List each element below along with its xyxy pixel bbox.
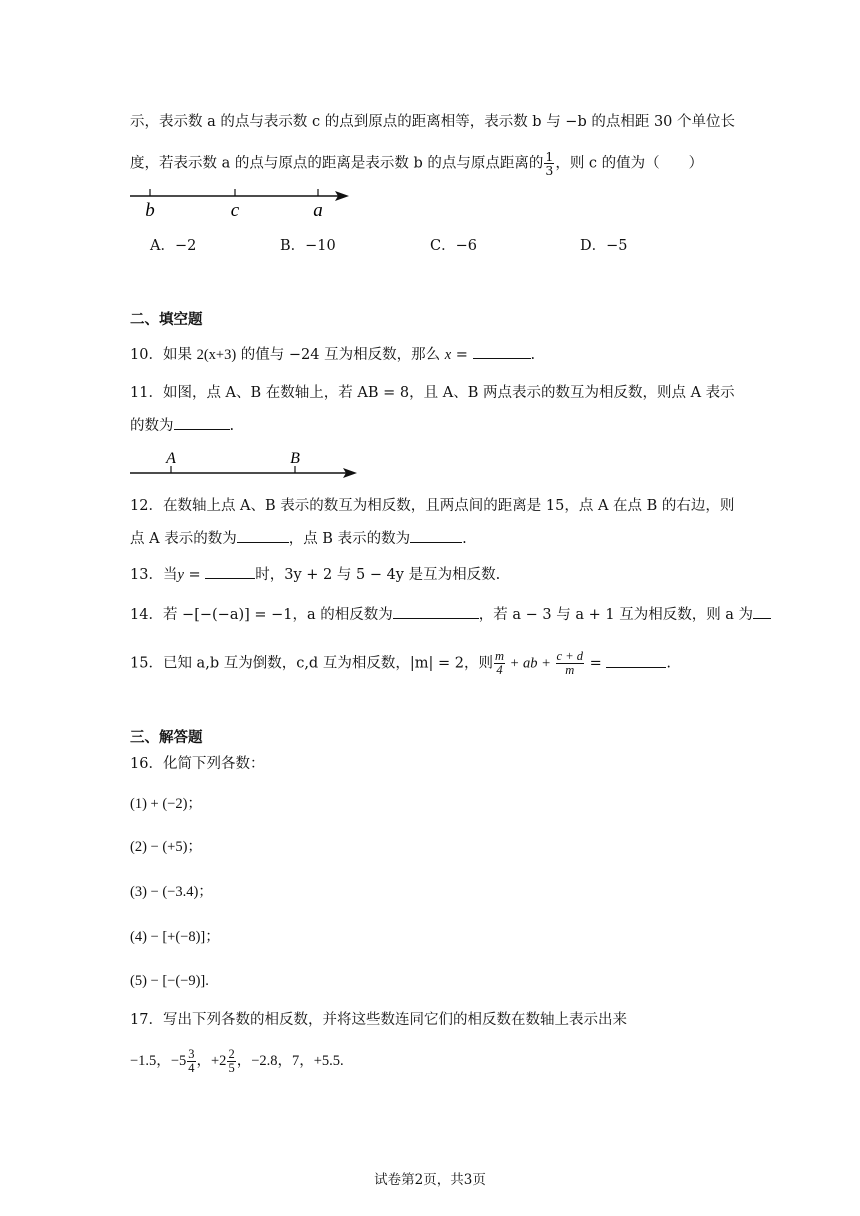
q12-line2-b: ，点 B 表示的数为: [288, 531, 411, 547]
q11-line2: [130, 415, 234, 436]
q16-item-1: (1) + (−2)；: [130, 796, 202, 812]
q12-line2-a: 点 A 表示的数为: [130, 531, 237, 547]
q12-answer-blank-a[interactable]: [237, 528, 289, 543]
q16-item-4: (4) − [+(−8)]；: [130, 929, 220, 945]
q15-f1-den: 4: [496, 663, 503, 677]
q16-item-3: (3) − (−3.4)；: [130, 884, 213, 900]
q17-numbers: −1.5，−5 $\frac{3}{4}$ ，+2 $\frac{2}{5}$ ，−2.8，7，+5.5.: [130, 1047, 344, 1075]
q11-line1: 11．如图，点 A、B 在数轴上，若 AB = 8，且 A、B 两点表示的数互为相反数，则点 A 表示: [130, 385, 735, 401]
q15-f1-num: m: [494, 649, 504, 663]
q9-line1: 示，表示数 a 的点与表示数 c 的点到原点的距离相等，表示数 b 与 −b 的点相距 30 个单位长: [130, 114, 736, 130]
q17-rest: −2.8，7，+5.5.: [251, 1052, 344, 1069]
q17-n1: −1.5，: [130, 1052, 171, 1069]
q15: [130, 650, 671, 677]
q10-end: .: [530, 347, 536, 363]
q9-frac-num: 1: [545, 149, 554, 164]
q14-text-b: ，若 a − 3 与 a + 1 互为相反数，则 a 为: [478, 607, 754, 623]
q9-line2-b: ，则 c 的值为（ ）: [555, 155, 704, 172]
q12-end: .: [462, 531, 467, 547]
q9-choice-d: D．−5: [580, 238, 628, 254]
q13-eq: =: [183, 567, 206, 583]
q11-number-line: [125, 447, 365, 481]
q14: [130, 604, 771, 625]
q15-eq: =: [585, 655, 607, 672]
q10-text-b: 的值与 −24 互为相反数，那么: [240, 347, 441, 363]
q13-text-b: 时，3y + 2 与 5 − 4y 是互为相反数.: [255, 567, 501, 583]
q15-text-a: 15．已知 a,b 互为倒数，c,d 互为相反数，|m| = 2，则: [130, 655, 493, 672]
q16-item-2: (2) − (+5)；: [130, 839, 202, 855]
q12-answer-blank-b[interactable]: [410, 528, 462, 543]
q15-end: .: [666, 655, 672, 672]
q17-n2-fraction: [187, 1048, 195, 1075]
q13-text-a: 13．当: [130, 567, 178, 583]
q11-answer-blank[interactable]: [174, 415, 230, 430]
q17-title: 17．写出下列各数的相反数，并将这些数连同它们的相反数在数轴上表示出来: [130, 1012, 627, 1028]
q12-line2: [130, 528, 467, 549]
q9-frac-den: 3: [545, 163, 554, 178]
q15-mid: + ab +: [505, 655, 555, 672]
q14-answer-blank-b[interactable]: [753, 604, 771, 619]
q16-item-5: (5) − [−(−9)].: [130, 973, 209, 989]
q9-line2-a: 度，若表示数 a 的点与原点的距离是表示数 b 的点与原点距离的: [130, 155, 544, 172]
q10: [130, 344, 535, 365]
q15-fraction-1: [494, 650, 505, 677]
q11-label-b: B: [290, 450, 300, 467]
q9-line2: [130, 150, 703, 177]
section3-title: 三、解答题: [130, 729, 203, 746]
q11-label-a: A: [166, 450, 176, 467]
q17-n3-num: 2: [228, 1047, 235, 1061]
page-footer: 试卷第2页，共3页: [374, 1172, 486, 1188]
q15-answer-blank[interactable]: [606, 653, 666, 668]
q9-label-a: a: [313, 200, 323, 221]
q9-label-c: c: [230, 200, 240, 221]
q9-number-line: [125, 182, 365, 222]
q9-label-b: b: [145, 200, 155, 221]
q13-var: y: [177, 567, 184, 583]
q9-choice-c: C．−6: [430, 238, 477, 254]
section2-title: 二、填空题: [130, 311, 203, 328]
q9-choice-a: A．−2: [150, 238, 197, 254]
q11-line2-text: 的数为: [130, 418, 174, 434]
q10-eq: =: [451, 347, 473, 363]
q13-answer-blank[interactable]: [205, 564, 255, 579]
q15-f2-den: m: [565, 663, 575, 677]
q10-text-a: 10．如果: [130, 347, 192, 363]
q15-fraction-2: [556, 650, 584, 677]
q13: [130, 564, 500, 585]
q10-answer-blank[interactable]: [473, 344, 531, 359]
q14-answer-blank-a[interactable]: [393, 604, 479, 619]
q17-n2-num: 3: [188, 1047, 195, 1061]
q17-n2-int: −5: [170, 1052, 187, 1069]
q11-end: .: [229, 418, 235, 434]
q17-n3-fraction: [227, 1048, 235, 1075]
q17-n3-den: 5: [228, 1061, 235, 1075]
q10-expr: 2(x+3): [196, 347, 237, 363]
q14-text-a: 14．若 −[−(−a)] = −1，a 的相反数为: [130, 607, 393, 623]
q9-fraction: [544, 150, 554, 177]
q16-title: 16．化简下列各数：: [130, 756, 265, 772]
q9-choice-b: B．−10: [280, 238, 336, 254]
q17-n3-int: +2: [211, 1052, 227, 1069]
q10-var: x: [444, 347, 452, 363]
q15-f2-num: c + d: [556, 649, 584, 663]
q12-line1: 12．在数轴上点 A、B 表示的数互为相反数，且两点间的距离是 15，点 A 在点 B 的右边，则: [130, 498, 735, 514]
q17-n2-den: 4: [188, 1061, 195, 1075]
